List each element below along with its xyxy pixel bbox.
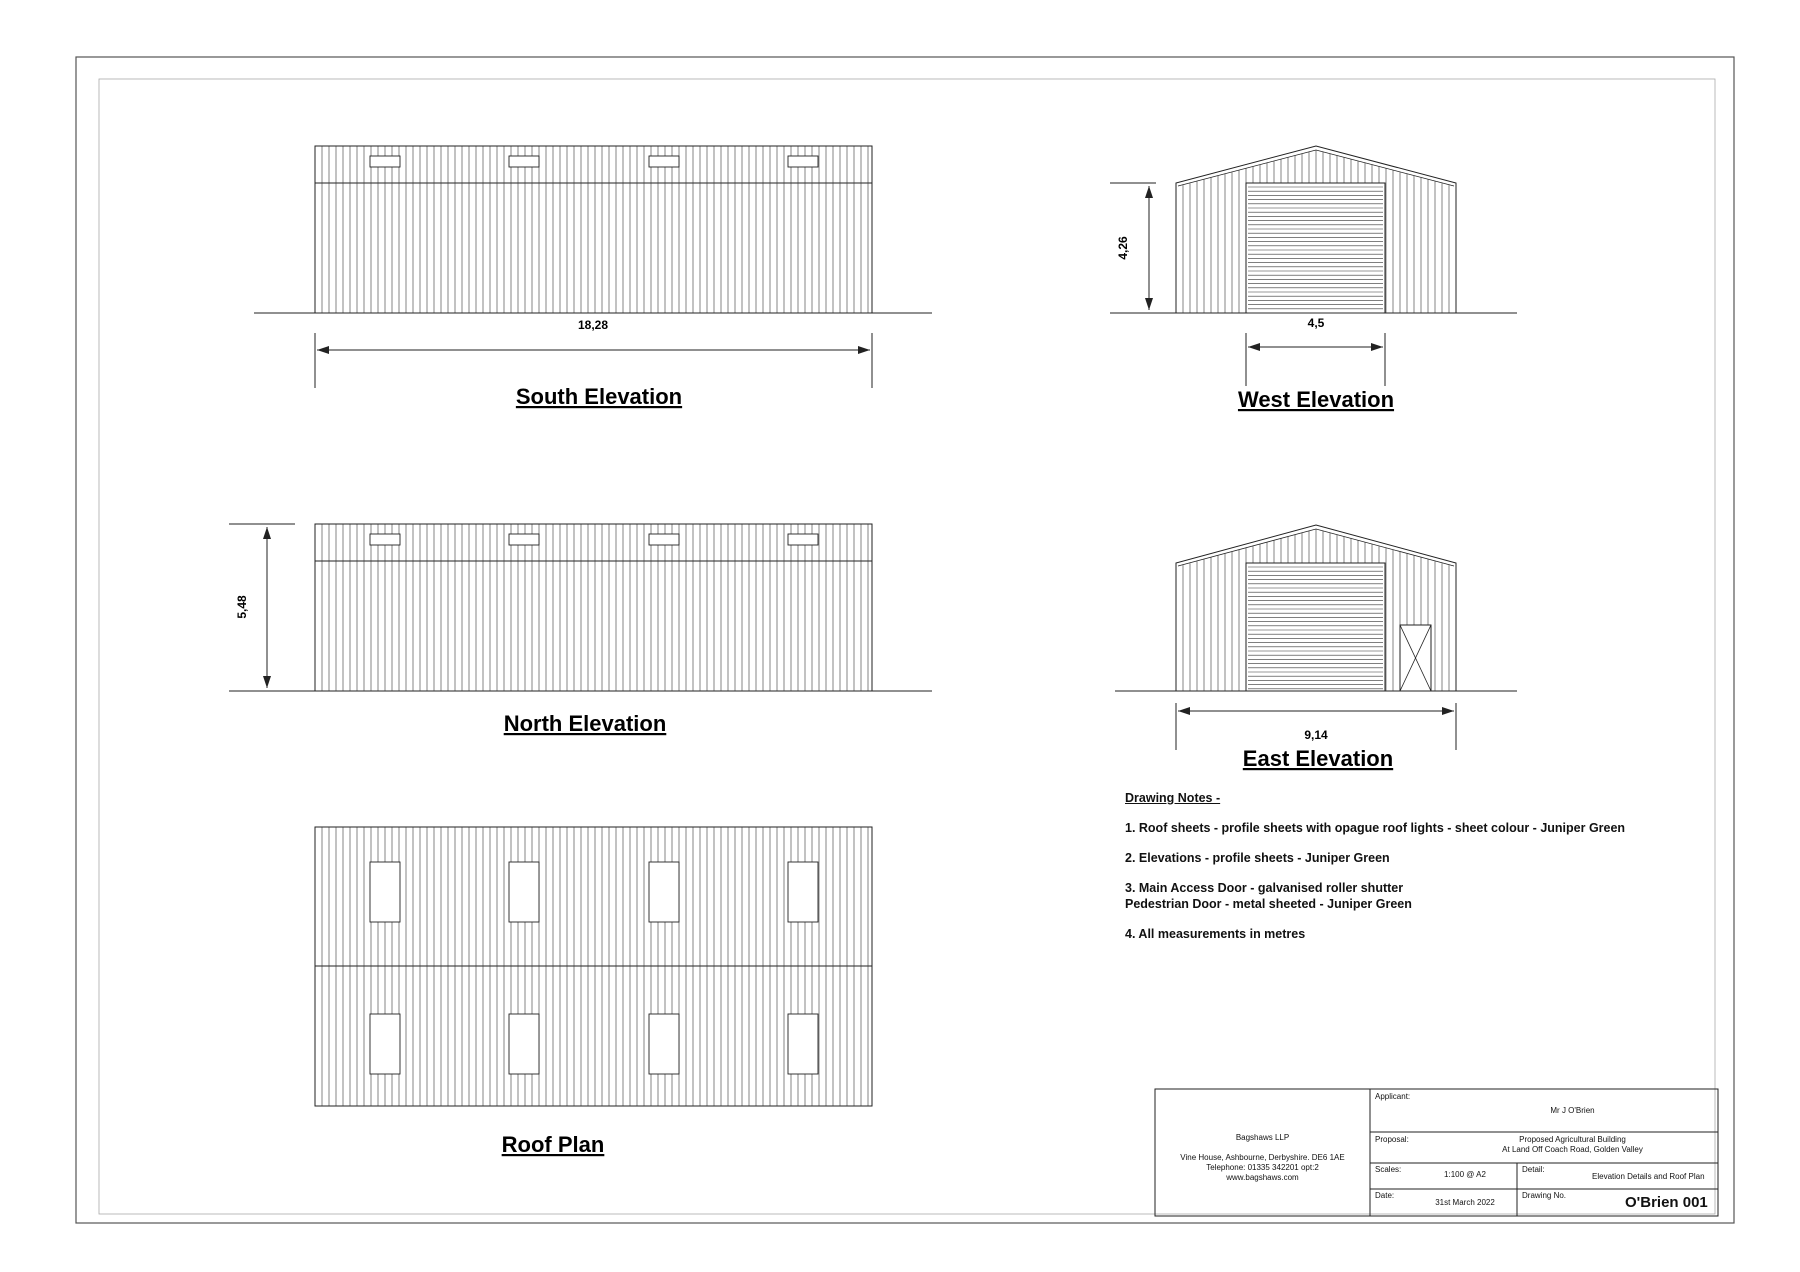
east-elevation-title: East Elevation — [1242, 746, 1394, 771]
roof-light — [788, 862, 818, 922]
roof-light — [370, 1014, 400, 1074]
roof-light — [509, 156, 539, 167]
west-elevation — [1110, 146, 1517, 412]
pedestrian-door — [1400, 625, 1431, 691]
drawing-note-3: 3. Main Access Door - galvanised roller shutter Pedestrian Door - metal sheeted - Juniper Green — [1125, 881, 1412, 911]
roof-light — [370, 156, 400, 167]
roof-light — [649, 156, 679, 167]
roof-light — [788, 156, 818, 167]
north-height-dimension: 5,48 — [235, 595, 249, 619]
drawing-note-4: 4. All measurements in metres — [1125, 927, 1306, 941]
roof-light — [509, 862, 539, 922]
west-door-dimension: 4,5 — [1307, 316, 1325, 330]
south-width-dimension: 18,28 — [577, 318, 609, 332]
proposal-line-2: At Land Off Coach Road, Golden Valley — [1502, 1145, 1643, 1154]
date-value: 31st March 2022 — [1435, 1198, 1495, 1207]
roof-light — [509, 1014, 539, 1074]
roof-light — [649, 1014, 679, 1074]
roof-light — [788, 1014, 818, 1074]
company-address: Vine House, Ashbourne, Derbyshire. DE6 1AE — [1180, 1153, 1345, 1162]
roof-light — [649, 862, 679, 922]
inner-border — [99, 79, 1715, 1214]
south-elevation-title: South Elevation — [515, 384, 683, 409]
company-telephone: Telephone: 01335 342201 opt:2 — [1206, 1163, 1319, 1172]
company-name: Bagshaws LLP — [1235, 1133, 1290, 1142]
scale-value: 1:100 @ A2 — [1444, 1170, 1486, 1179]
drawing-note-1: 1. Roof sheets - profile sheets with opague roof lights - sheet colour - Juniper Green — [1125, 821, 1626, 835]
scales-label: Scales: — [1375, 1165, 1402, 1174]
roof-light — [649, 534, 679, 545]
drawing-number: O'Brien 001 — [1625, 1194, 1708, 1211]
south-elevation — [254, 146, 932, 409]
roof-light — [370, 862, 400, 922]
west-height-dimension: 4,26 — [1116, 236, 1130, 260]
roof-plan — [315, 827, 872, 1157]
proposal-line-1: Proposed Agricultural Building — [1519, 1135, 1626, 1144]
north-elevation-title: North Elevation — [503, 711, 667, 736]
east-width-dimension: 9,14 — [1304, 728, 1328, 742]
detail-value: Elevation Details and Roof Plan — [1592, 1172, 1705, 1181]
drawing-note-2: 2. Elevations - profile sheets - Juniper Green — [1125, 851, 1390, 865]
applicant-label: Applicant: — [1375, 1092, 1411, 1101]
company-website: www.bagshaws.com — [1226, 1173, 1299, 1182]
west-elevation-title: West Elevation — [1237, 387, 1395, 412]
roof-light — [788, 534, 818, 545]
east-elevation — [1115, 525, 1517, 771]
north-elevation — [229, 524, 932, 736]
proposal-label: Proposal: — [1375, 1135, 1409, 1144]
detail-label: Detail: — [1522, 1165, 1545, 1174]
drawing-notes — [1125, 790, 1685, 956]
roof-plan-title: Roof Plan — [501, 1132, 605, 1157]
date-label: Date: — [1375, 1191, 1395, 1200]
drawing-notes-heading: Drawing Notes - — [1125, 791, 1221, 805]
roof-light — [509, 534, 539, 545]
applicant-name: Mr J O'Brien — [1550, 1106, 1595, 1115]
roof-light — [370, 534, 400, 545]
outer-border — [76, 57, 1734, 1223]
drawing-no-label: Drawing No. — [1522, 1191, 1567, 1200]
